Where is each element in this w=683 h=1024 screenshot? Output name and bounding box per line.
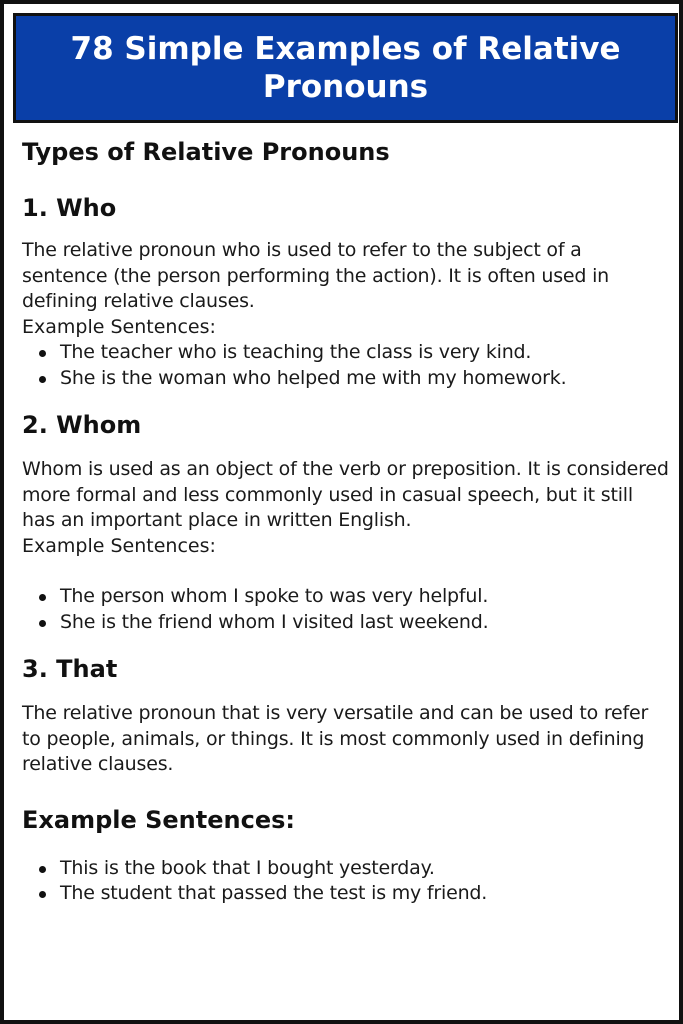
example-list	[22, 856, 670, 907]
page-title: 78 Simple Examples of Relative Pronouns	[70, 31, 621, 105]
section-who	[22, 188, 670, 391]
section-description: The relative pronoun that is very versatile and can be used to refer to people, animals, or things. It is most commonly used in defining relative clauses.	[22, 702, 649, 775]
examples-label: Example Sentences:	[22, 315, 216, 338]
examples-label: Example Sentences:	[22, 534, 216, 557]
list-item: She is the friend whom I visited last weekend.	[22, 610, 670, 636]
example-list	[22, 340, 670, 391]
section-that	[22, 649, 670, 907]
section-heading: 3. That	[22, 655, 118, 683]
title-banner	[13, 13, 678, 123]
examples-heading: Example Sentences:	[22, 805, 295, 834]
section-heading: 2. Whom	[22, 411, 142, 439]
list-item: The person whom I spoke to was very helpful.	[22, 584, 670, 610]
section-description: Whom is used as an object of the verb or preposition. It is considered more formal and less commonly used in casual speech, but it still has an important place in written English.	[22, 458, 669, 531]
types-heading: Types of Relative Pronouns	[22, 138, 390, 166]
article-body	[22, 132, 670, 907]
example-list	[22, 584, 670, 635]
section-description: The relative pronoun who is used to refer to the subject of a sentence (the person performing the action). It is often used in defining relative clauses.	[22, 239, 610, 312]
section-whom	[22, 405, 670, 635]
list-item: She is the woman who helped me with my homework.	[22, 366, 670, 392]
list-item: The student that passed the test is my friend.	[22, 881, 670, 907]
section-heading: 1. Who	[22, 194, 117, 222]
list-item: This is the book that I bought yesterday.	[22, 856, 670, 882]
list-item: The teacher who is teaching the class is very kind.	[22, 340, 670, 366]
